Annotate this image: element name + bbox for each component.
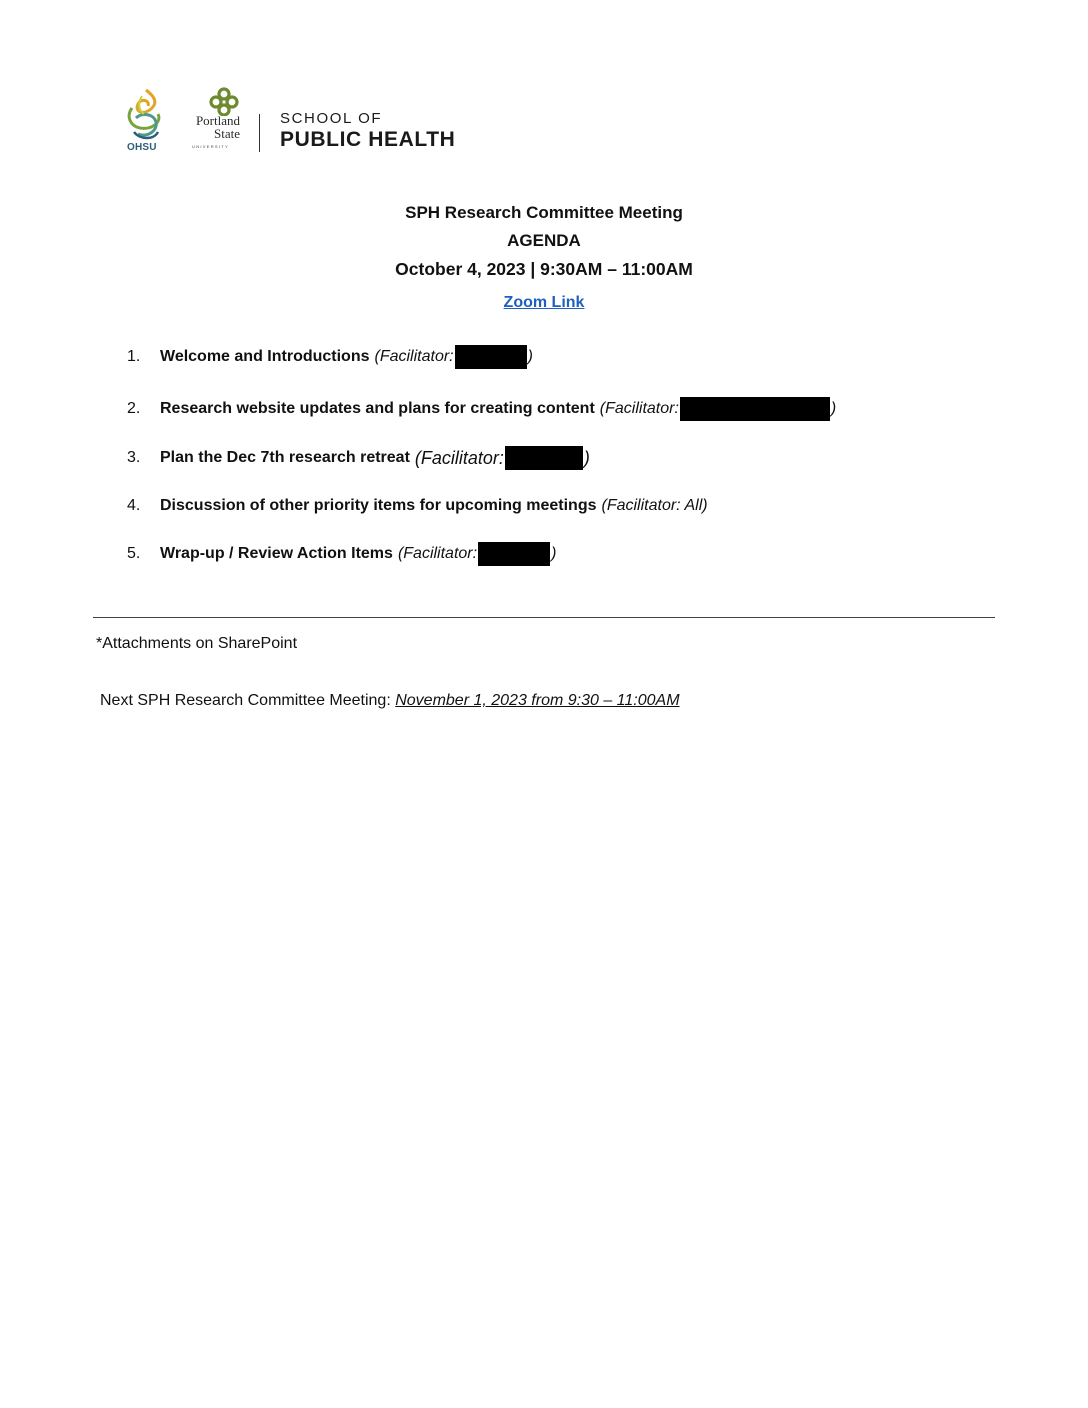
- list-item: [127, 397, 836, 421]
- redacted-name: [680, 397, 830, 421]
- school-line-1: SCHOOL OF: [280, 110, 383, 127]
- psu-line-1: Portland: [195, 113, 240, 128]
- item-close-paren: ): [583, 448, 590, 468]
- list-item: [127, 345, 533, 369]
- agenda-heading: [0, 199, 1088, 283]
- list-item: [127, 446, 590, 470]
- ohsu-logo: [124, 88, 168, 154]
- item-number: 3.: [127, 449, 141, 466]
- section-divider: [93, 617, 995, 618]
- item-facilitator-prefix: (Facilitator:: [599, 400, 679, 417]
- item-number: 2.: [127, 400, 141, 417]
- item-close-paren: ): [830, 400, 837, 417]
- meeting-date-time: October 4, 2023 | 9:30AM – 11:00AM: [395, 259, 693, 279]
- item-facilitator: (Facilitator: All): [601, 497, 708, 514]
- item-facilitator-prefix: (Facilitator:: [374, 348, 454, 365]
- item-number: 1.: [127, 348, 141, 365]
- item-facilitator-prefix: (Facilitator:: [414, 448, 504, 468]
- item-number: 4.: [127, 497, 141, 514]
- school-of-public-health-wordmark: [280, 110, 455, 152]
- agenda-label: AGENDA: [507, 231, 581, 250]
- item-title: Welcome and Introductions: [160, 348, 370, 365]
- zoom-link-container: [0, 292, 1088, 314]
- logo-divider: [259, 114, 260, 152]
- header-logo-block: [124, 84, 484, 156]
- ohsu-emblem-icon: [124, 88, 168, 144]
- psu-emblem-icon: [208, 86, 240, 116]
- list-item: [127, 494, 708, 518]
- list-item: [127, 542, 556, 566]
- item-close-paren: ): [527, 348, 533, 365]
- redacted-name: [505, 446, 583, 470]
- item-title: Research website updates and plans for creating content: [160, 400, 595, 417]
- psu-university-label: UNIVERSITY: [192, 144, 230, 149]
- item-title: Plan the Dec 7th research retreat: [160, 449, 410, 466]
- attachments-note: *Attachments on SharePoint: [96, 635, 298, 652]
- item-close-paren: ): [551, 545, 557, 562]
- redacted-name: [455, 345, 527, 369]
- zoom-link[interactable]: Zoom Link: [503, 294, 585, 311]
- redacted-name: [478, 542, 550, 566]
- meeting-title: SPH Research Committee Meeting: [405, 203, 683, 222]
- next-meeting-date: November 1, 2023 from 9:30 – 11:00AM: [395, 692, 680, 709]
- psu-logo: [184, 86, 244, 154]
- psu-line-2: State: [214, 126, 240, 141]
- item-facilitator-prefix: (Facilitator:: [397, 545, 478, 562]
- school-line-2: PUBLIC HEALTH: [280, 128, 456, 151]
- psu-wordmark: [184, 114, 240, 140]
- item-title: Wrap-up / Review Action Items: [160, 545, 393, 562]
- next-meeting-label: Next SPH Research Committee Meeting:: [100, 692, 396, 709]
- item-title: Discussion of other priority items for upcoming meetings: [160, 497, 597, 514]
- item-number: 5.: [127, 545, 141, 562]
- next-meeting-line: [100, 690, 680, 712]
- ohsu-wordmark: OHSU: [127, 142, 157, 153]
